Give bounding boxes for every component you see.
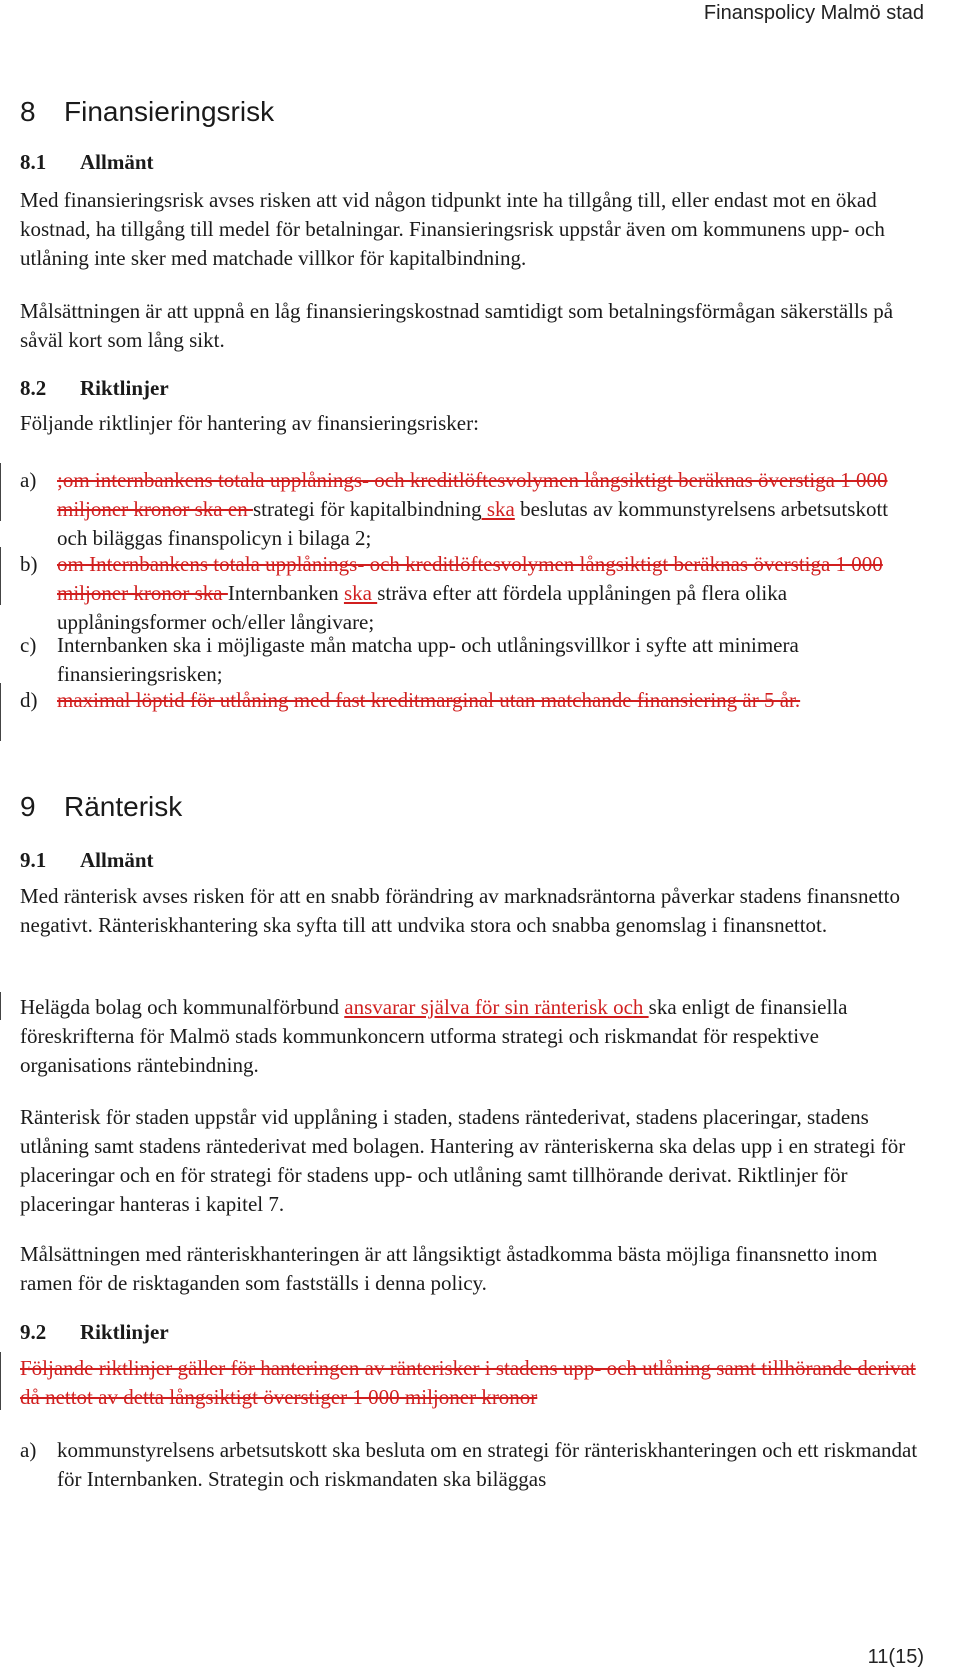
deleted-text: ;om internbankens totala upplånings- och kreditlöftesvolymen långsiktigt beräknas överstiga 1 000 miljoner kronor ska en — [57, 468, 888, 521]
revision-bar — [0, 683, 1, 741]
section-9-1-heading — [20, 848, 154, 873]
section-title: Ränterisk — [64, 791, 183, 822]
paragraph-helagda-bolag: Helägda bolag och kommunalförbund ansvarar själva för sin ränterisk och ska enligt de finansiella föreskrifterna för Malmö stads kommunkoncern utforma strategi och riskmandat för respektive organisations räntebindning. — [20, 995, 848, 1077]
list-text: ;om internbankens totala upplånings- och kreditlöftesvolymen långsiktigt beräknas överstiga 1 000 miljoner kronor ska en strategi för kapitalbindning ska beslutas av kommunstyrelsens arbetsutskott och biläggas finanspolicyn i bilaga 2; — [57, 468, 889, 550]
paragraph-riktlinjer-intro: Följande riktlinjer för hantering av finansieringsrisker: — [20, 411, 479, 435]
section-number: 9.1 — [20, 848, 47, 872]
paragraph-finansieringsrisk-definition: Med finansieringsrisk avses risken att vid någon tidpunkt inte ha tillgång till, eller endast mot en ökad kostnad, ha tillgång till medel för betalningar. Finansieringsrisk uppstår även om kommunens upp- och utlåning inte sker med matchade villkor för kapitalbindning. — [20, 188, 885, 270]
revision-bar — [0, 547, 1, 605]
paragraph-ranterisk-definition: Med ränterisk avses risken för att en snabb förändring av marknadsräntorna påverkar stadens finansnetto negativt. Ränteriskhantering ska syfta till att undvika stora och snabba genomslag i finansnettot. — [20, 884, 900, 937]
revision-bar — [0, 463, 1, 521]
inserted-text: ansvarar själva för sin ränterisk och — [344, 995, 649, 1019]
section-9-heading — [20, 791, 182, 823]
list-item-b — [20, 550, 920, 637]
list-label: a) — [20, 1438, 37, 1462]
paragraph-malsattning-8: Målsättningen är att uppnå en låg finansieringskostnad samtidigt som betalningsförmågan säkerställs på såväl kort som lång sikt. — [20, 299, 894, 352]
deleted-text: om Internbankens totala upplånings- och kreditlöftesvolymen långsiktigt beräknas överstiga 1 000 miljoner kronor ska — [57, 552, 883, 605]
revision-bar — [0, 992, 1, 1020]
section-title: Riktlinjer — [80, 376, 169, 400]
section-8-heading — [20, 96, 274, 128]
section-number: 9 — [20, 791, 36, 822]
section-number: 8 — [20, 96, 36, 127]
section-title: Allmänt — [80, 848, 154, 872]
inserted-text: ska — [481, 497, 515, 521]
list-item-c — [20, 631, 920, 689]
deleted-text: maximal löptid för utlåning med fast kreditmarginal utan matchande finansiering är 5 år. — [57, 688, 801, 712]
paragraph-malsattning-9: Målsättningen med ränteriskhanteringen är att långsiktigt åstadkomma bästa möjliga finansnetto inom ramen för de risktaganden som fastställs i denna policy. — [20, 1242, 878, 1295]
list-label: c) — [20, 633, 37, 657]
section-number: 8.1 — [20, 150, 47, 174]
list-text: kommunstyrelsens arbetsutskott ska besluta om en strategi för ränteriskhanteringen och ett riskmandat för Internbanken. Strategin och riskmandaten ska biläggas — [57, 1438, 918, 1491]
list-item-a — [20, 1436, 920, 1494]
section-8-1-heading — [20, 150, 154, 175]
section-number: 8.2 — [20, 376, 47, 400]
page-number: 11(15) — [867, 1646, 924, 1668]
list-label: a) — [20, 468, 37, 492]
list-text — [57, 686, 920, 715]
paragraph-ranterisk-staden: Ränterisk för staden uppstår vid upplåning i staden, stadens räntederivat, stadens placeringar, stadens utlåning samt stadens räntederivat med bolagen. Hantering av ränteriskerna ska delas upp i en strategi för placeringar och en för strategi för stadens upp- och utlåning samt tillhörande derivat. Riktlinjer för placeringar hanteras i kapitel 7. — [20, 1105, 906, 1216]
page-header: Finanspolicy Malmö stad — [703, 2, 924, 24]
section-8-2-heading — [20, 376, 169, 401]
section-title: Allmänt — [80, 150, 154, 174]
section-title: Finansieringsrisk — [64, 96, 275, 127]
section-title: Riktlinjer — [80, 1320, 169, 1344]
deleted-text: Följande riktlinjer gäller för hanteringen av ränterisker i stadens upp- och utlåning samt tillhörande derivat då nettot av detta långsiktigt överstiger 1 000 miljoner kronor — [20, 1356, 916, 1409]
inserted-text: ska — [343, 581, 378, 605]
list-label: b) — [20, 552, 38, 576]
list-text: Internbanken ska i möjligaste mån matcha upp- och utlåningsvillkor i syfte att minimera finansieringsrisken; — [57, 633, 799, 686]
section-9-2-heading — [20, 1320, 169, 1345]
list-label: d) — [20, 688, 38, 712]
paragraph-deleted-riktlinjer-intro — [20, 1354, 920, 1412]
revision-bar — [0, 1352, 1, 1410]
list-item-d — [20, 686, 920, 715]
list-text: om Internbankens totala upplånings- och kreditlöftesvolymen långsiktigt beräknas överstiga 1 000 miljoner kronor ska Internbanken ska sträva efter att fördela upplåningen på flera olika upplåningsformer och/eller långivare; — [57, 552, 883, 634]
section-number: 9.2 — [20, 1320, 47, 1344]
list-item-a — [20, 466, 920, 553]
